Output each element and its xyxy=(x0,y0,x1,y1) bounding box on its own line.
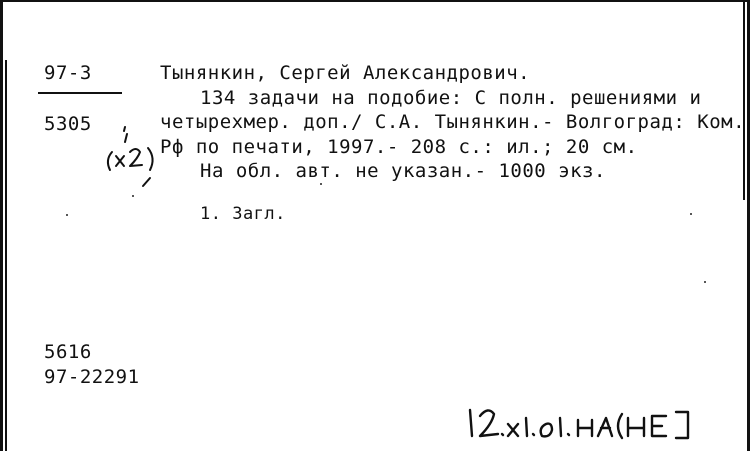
handwritten-margin-note xyxy=(108,127,153,186)
speck xyxy=(66,214,68,216)
author-heading: Тынянкин, Сергей Александрович. xyxy=(160,62,531,84)
title-line-2: четырехмер. доп./ С.А. Тынянкин.- Волгоград: Ком. xyxy=(160,111,746,133)
call-number: 97-3 xyxy=(44,62,92,84)
call-number-rule xyxy=(38,92,122,94)
speck xyxy=(132,195,134,197)
card-left-border xyxy=(0,0,3,451)
handwritten-date-code xyxy=(470,410,688,438)
title-line-1: 134 задачи на подобие: С полн. решениями и xyxy=(200,87,702,109)
card-top-border xyxy=(0,0,750,2)
bottom-code-1: 5616 xyxy=(44,341,92,363)
speck xyxy=(704,281,706,283)
note-line: На обл. авт. не указан.- 1000 экз. xyxy=(200,160,606,182)
imprint-line: Рф по печати, 1997.- 208 с.: ил.; 20 см. xyxy=(160,136,638,158)
inventory-number: 5305 xyxy=(44,113,92,135)
speck xyxy=(690,213,692,215)
tracing: 1. Загл. xyxy=(200,204,286,224)
card-left-inner-border xyxy=(5,60,7,451)
card-right-inner-border xyxy=(743,0,745,200)
speck xyxy=(320,183,322,185)
bottom-code-2: 97-22291 xyxy=(44,366,140,388)
